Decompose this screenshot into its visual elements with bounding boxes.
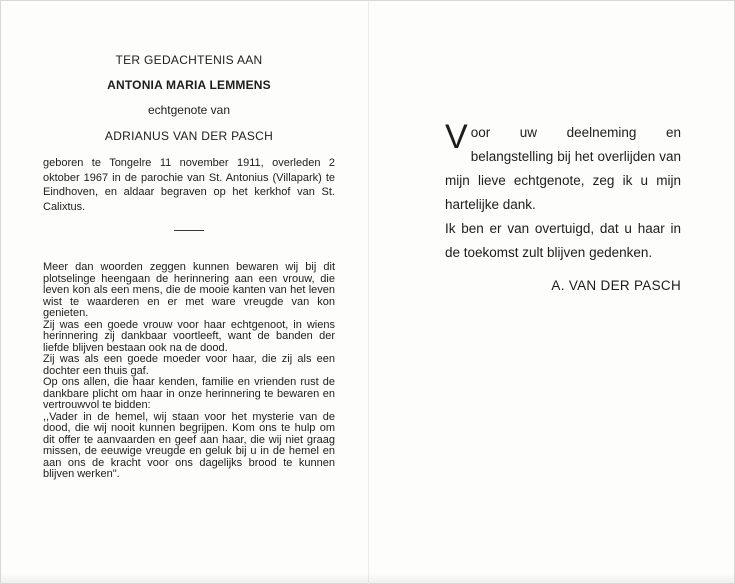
left-panel — [43, 53, 335, 481]
signature: A. VAN DER PASCH — [551, 278, 681, 293]
memorial-text — [43, 262, 335, 481]
memorial-paragraph: Meer dan woorden zeggen kunnen bewaren wij bij dit plotselinge heengaan de herinnering aan een vrouw, die leven kon als een mens, die de mooie kanten van het leven wist te waarderen en er met ware vreugde van kon genieten. — [43, 261, 335, 319]
memorial-paragraph: Zij was als een goede moeder voor haar, die zij als een dochter een thuis gaf. — [43, 353, 335, 377]
spouse-name: ADRIANUS VAN DER PASCH — [104, 129, 274, 143]
memorial-paragraph: Zij was een goede vrouw voor haar echtgenoot, in wiens herinnering zij dankbaar voortleeft, want de banden der liefde blijven bestaan ook na de dood. — [43, 318, 335, 354]
right-panel — [445, 118, 681, 298]
memorial-prayer: ,,Vader in de hemel, wij staan voor het mysterie van de dood, die wij nooit kunnen begrijpen. Kom ons te hulp om dit offer te aanvaarden en geef aan haar, die wij niet graag missen, de eeuwige vreugde en geluk bij u in de hemel en aan ons de kracht voor ons dagelijks brood te kunnen blijven werken". — [43, 410, 335, 480]
fold-line — [368, 1, 369, 584]
deceased-name: ANTONIA MARIA LEMMENS — [107, 78, 271, 92]
thanks-paragraph — [445, 118, 681, 217]
section-divider — [174, 230, 204, 231]
memorial-heading: TER GEDACHTENIS AAN — [115, 53, 263, 67]
thanks-text: oor uw deelneming en belangstelling bij het overlijden van mijn lieve echtgenote, zeg ik u mijn hartelijke dank. — [445, 125, 681, 212]
conviction-paragraph: Ik ben er van overtuigd, dat u haar in de toekomst zult blijven gedenken. — [445, 221, 681, 260]
card-edge-shadow — [1, 573, 734, 583]
relation-label: echtgenote van — [147, 103, 231, 117]
drop-cap: V — [445, 118, 468, 156]
biography-text: geboren te Tongelre 11 november 1911, overleden 2 oktober 1967 in de parochie van St. Antonius (Villapark) te Eindhoven, en aldaar begraven op het kerkhof van St. Calixtus. — [43, 157, 335, 213]
memorial-paragraph: Op ons allen, die haar kenden, familie en vrienden rust de dankbare plicht om haar in onze herinnering te bewaren en vertrouwvol te bidden: — [43, 376, 335, 411]
